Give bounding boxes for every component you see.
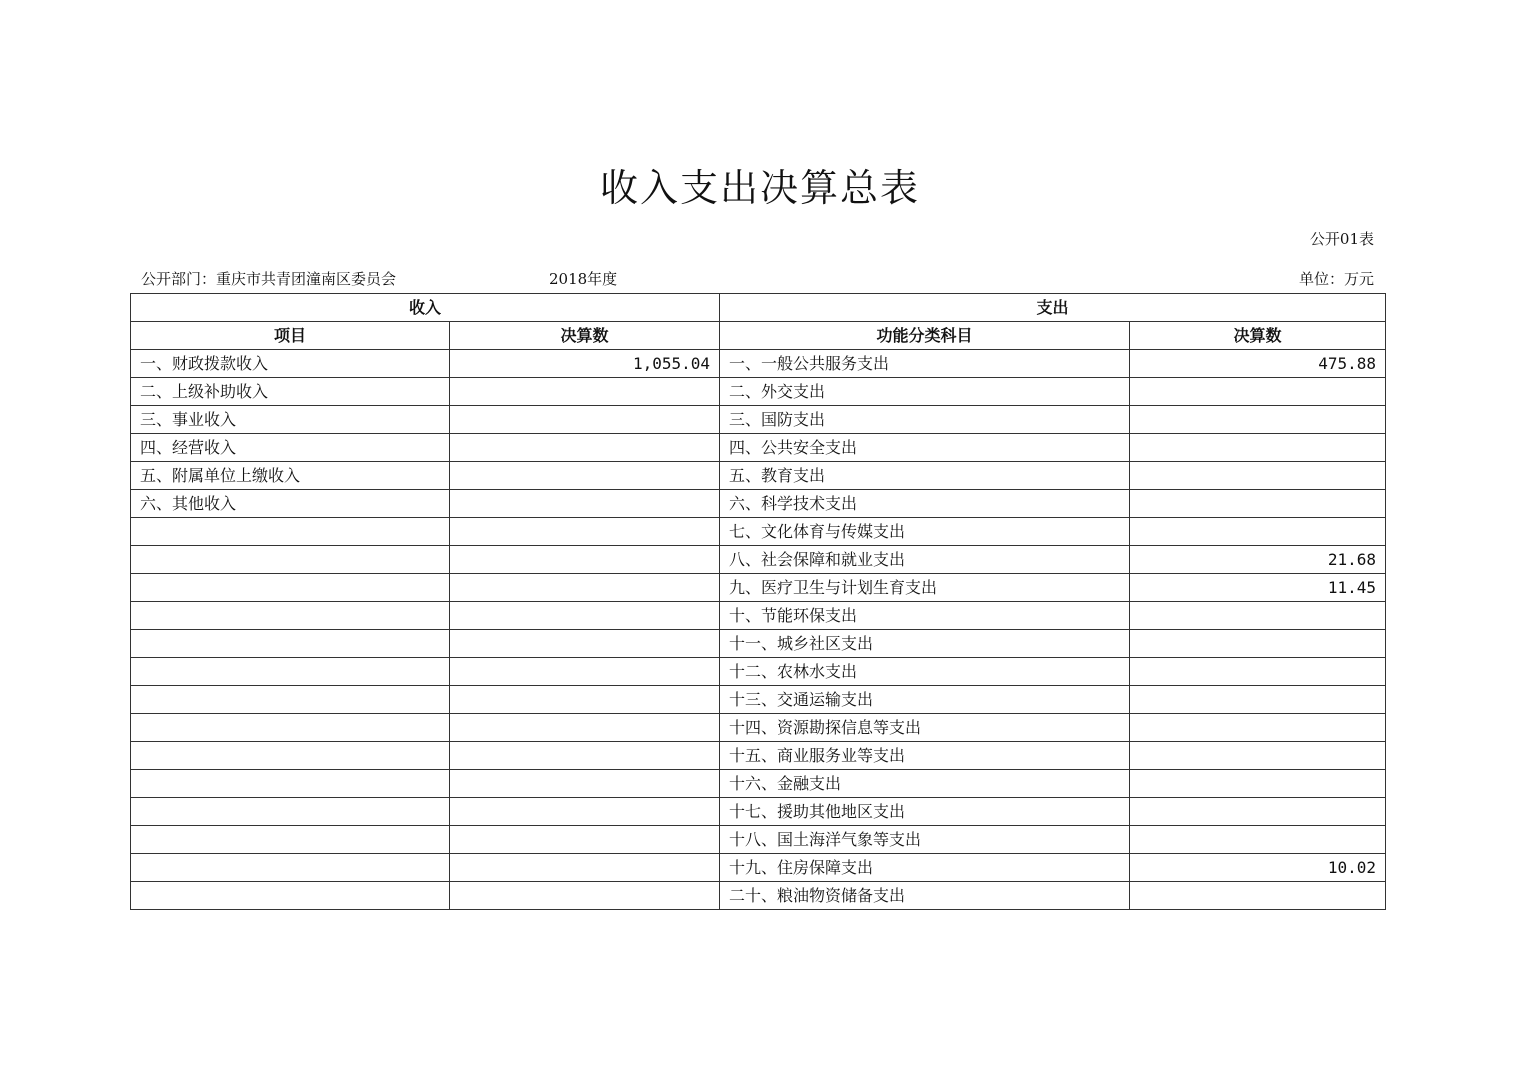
expense-item-cell: 二、外交支出 — [720, 378, 1130, 406]
expense-group-header: 支出 — [720, 294, 1386, 322]
income-item-cell — [131, 770, 450, 798]
table-row — [131, 546, 1386, 574]
income-amount-cell — [450, 770, 720, 798]
income-item-cell: 五、附属单位上缴收入 — [131, 462, 450, 490]
expense-amount-cell — [1130, 882, 1386, 910]
income-group-header: 收入 — [131, 294, 720, 322]
income-amount-cell — [450, 630, 720, 658]
expense-amount-cell — [1130, 490, 1386, 518]
table-row — [131, 434, 1386, 462]
income-amount-cell — [450, 658, 720, 686]
form-number: 公开01表 — [1309, 230, 1374, 248]
expense-amount-cell — [1130, 714, 1386, 742]
expense-item-cell: 十六、金融支出 — [720, 770, 1130, 798]
expense-item-cell: 十七、援助其他地区支出 — [720, 798, 1130, 826]
expense-amount-cell — [1130, 798, 1386, 826]
income-item-cell — [131, 854, 450, 882]
expense-item-cell: 十九、住房保障支出 — [720, 854, 1130, 882]
income-amount-cell — [450, 546, 720, 574]
expense-item-cell: 七、文化体育与传媒支出 — [720, 518, 1130, 546]
income-item-cell — [131, 546, 450, 574]
income-item-cell — [131, 742, 450, 770]
expense-amount-cell — [1130, 434, 1386, 462]
table-row — [131, 630, 1386, 658]
income-amount-header: 决算数 — [450, 322, 720, 350]
expense-amount-cell — [1130, 462, 1386, 490]
expense-item-cell: 四、公共安全支出 — [720, 434, 1130, 462]
expense-amount-cell: 11.45 — [1130, 574, 1386, 602]
income-item-cell — [131, 602, 450, 630]
expense-amount-cell: 21.68 — [1130, 546, 1386, 574]
income-amount-cell — [450, 602, 720, 630]
income-amount-cell — [450, 882, 720, 910]
income-item-cell — [131, 826, 450, 854]
income-amount-cell — [450, 518, 720, 546]
expense-amount-cell — [1130, 406, 1386, 434]
income-amount-cell — [450, 686, 720, 714]
expense-item-cell: 二十、粮油物资储备支出 — [720, 882, 1130, 910]
expense-amount-cell — [1130, 770, 1386, 798]
income-amount-cell — [450, 490, 720, 518]
income-item-header: 项目 — [131, 322, 450, 350]
expense-amount-cell: 475.88 — [1130, 350, 1386, 378]
expense-amount-cell: 10.02 — [1130, 854, 1386, 882]
year-label: 2018年度 — [549, 270, 618, 288]
table-row — [131, 602, 1386, 630]
table-row — [131, 686, 1386, 714]
table-row — [131, 714, 1386, 742]
income-amount-cell — [450, 742, 720, 770]
income-amount-cell — [450, 854, 720, 882]
expense-item-cell: 六、科学技术支出 — [720, 490, 1130, 518]
expense-item-header: 功能分类科目 — [720, 322, 1130, 350]
table-row — [131, 882, 1386, 910]
expense-item-cell: 十五、商业服务业等支出 — [720, 742, 1130, 770]
income-item-cell — [131, 882, 450, 910]
income-item-cell — [131, 686, 450, 714]
expense-amount-cell — [1130, 630, 1386, 658]
expense-amount-cell — [1130, 742, 1386, 770]
table-body — [131, 350, 1386, 910]
table-row — [131, 798, 1386, 826]
expense-amount-header: 决算数 — [1130, 322, 1386, 350]
income-item-cell — [131, 714, 450, 742]
expense-item-cell: 十、节能环保支出 — [720, 602, 1130, 630]
income-item-cell: 一、财政拨款收入 — [131, 350, 450, 378]
expense-item-cell: 十八、国土海洋气象等支出 — [720, 826, 1130, 854]
expense-amount-cell — [1130, 602, 1386, 630]
expense-amount-cell — [1130, 378, 1386, 406]
expense-amount-cell — [1130, 518, 1386, 546]
page-title: 收入支出决算总表 — [599, 166, 920, 210]
expense-item-cell: 十三、交通运输支出 — [720, 686, 1130, 714]
income-item-cell — [131, 518, 450, 546]
table-row — [131, 574, 1386, 602]
income-item-cell — [131, 574, 450, 602]
department-label: 公开部门：重庆市共青团潼南区委员会 — [141, 270, 397, 288]
income-item-cell — [131, 630, 450, 658]
income-amount-cell — [450, 378, 720, 406]
income-amount-cell — [450, 826, 720, 854]
expense-item-cell: 五、教育支出 — [720, 462, 1130, 490]
expense-item-cell: 十四、资源勘探信息等支出 — [720, 714, 1130, 742]
income-amount-cell — [450, 434, 720, 462]
expense-item-cell: 三、国防支出 — [720, 406, 1130, 434]
income-item-cell: 三、事业收入 — [131, 406, 450, 434]
income-amount-cell — [450, 406, 720, 434]
income-item-cell: 四、经营收入 — [131, 434, 450, 462]
unit-label: 单位：万元 — [1298, 270, 1374, 288]
table-row — [131, 742, 1386, 770]
table-row — [131, 462, 1386, 490]
expense-amount-cell — [1130, 658, 1386, 686]
table-row — [131, 406, 1386, 434]
income-item-cell: 六、其他收入 — [131, 490, 450, 518]
expense-item-cell: 八、社会保障和就业支出 — [720, 546, 1130, 574]
table-row — [131, 518, 1386, 546]
income-item-cell: 二、上级补助收入 — [131, 378, 450, 406]
income-amount-cell — [450, 462, 720, 490]
budget-summary-table — [130, 293, 1386, 910]
table-row — [131, 658, 1386, 686]
table-group-header-row — [131, 294, 1386, 322]
expense-item-cell: 一、一般公共服务支出 — [720, 350, 1130, 378]
table-row — [131, 350, 1386, 378]
income-item-cell — [131, 658, 450, 686]
table-row — [131, 854, 1386, 882]
table-row — [131, 378, 1386, 406]
table-row — [131, 770, 1386, 798]
income-amount-cell — [450, 574, 720, 602]
table-column-header-row — [131, 322, 1386, 350]
income-item-cell — [131, 798, 450, 826]
expense-amount-cell — [1130, 686, 1386, 714]
table-row — [131, 490, 1386, 518]
expense-item-cell: 九、医疗卫生与计划生育支出 — [720, 574, 1130, 602]
table-row — [131, 826, 1386, 854]
expense-item-cell: 十一、城乡社区支出 — [720, 630, 1130, 658]
expense-amount-cell — [1130, 826, 1386, 854]
income-amount-cell — [450, 714, 720, 742]
income-amount-cell — [450, 798, 720, 826]
expense-item-cell: 十二、农林水支出 — [720, 658, 1130, 686]
income-amount-cell: 1,055.04 — [450, 350, 720, 378]
